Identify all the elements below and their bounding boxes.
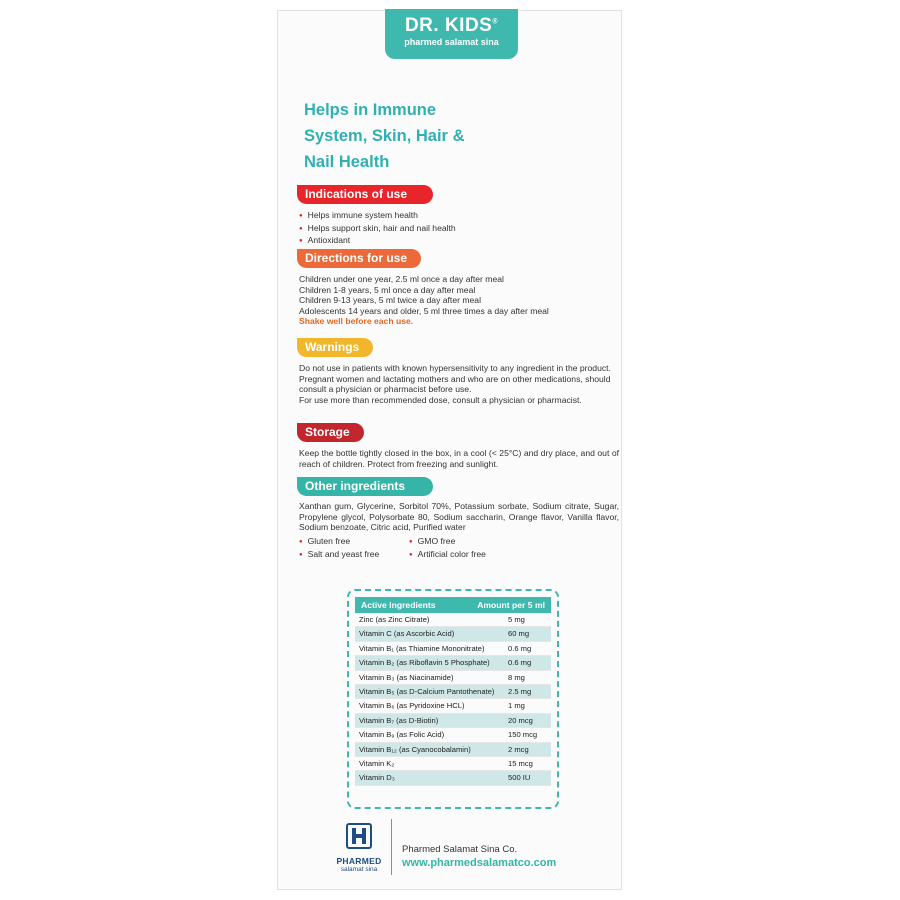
warning-line: Pregnant women and lactating mothers and who are on other medications, should consult a physician or pharmacist before use. xyxy=(299,373,611,395)
product-box-panel xyxy=(277,10,622,890)
storage-text: Keep the bottle tightly closed in the box, in a cool (< 25°C) and dry place, and out of reach of children. Protect from freezing and sunlight. xyxy=(299,448,619,469)
ingredient-amount: 8 mg xyxy=(508,672,525,682)
list-item: ● Helps support skin, hair and nail health xyxy=(299,223,456,236)
header-amount: Amount per 5 ml xyxy=(477,600,545,610)
flag-item: ● Artificial color free xyxy=(409,549,529,562)
ingredient-amount: 1 mg xyxy=(508,701,525,711)
ingredient-amount: 15 mcg xyxy=(508,758,533,768)
table-row xyxy=(355,656,551,670)
ingredient-name: Vitamin K₂ xyxy=(359,758,395,768)
table-header xyxy=(355,597,551,613)
flag-item: ● Salt and yeast free xyxy=(299,549,409,562)
ingredient-name: Vitamin B₅ (as D-Calcium Pantothenate) xyxy=(359,686,495,696)
table-row xyxy=(355,714,551,728)
ingredient-name: Vitamin B₂ (as Riboflavin 5 Phosphate) xyxy=(359,658,490,668)
table-row xyxy=(355,699,551,713)
directions-line: Children under one year, 2.5 ml once a day after meal xyxy=(299,274,504,284)
ingredient-name: Vitamin B₆ (as Pyridoxine HCL) xyxy=(359,701,465,711)
indications-heading: Indications of use xyxy=(297,185,433,204)
directions-line: Children 1-8 years, 5 ml once a day after meal xyxy=(299,284,476,295)
flag-item: ● Gluten free xyxy=(299,536,409,549)
table-row xyxy=(355,728,551,742)
storage-heading: Storage xyxy=(297,423,364,442)
logo-subtitle: pharmed salamat sina xyxy=(404,37,499,47)
other-ingredients-heading: Other ingredients xyxy=(297,477,433,496)
ingredient-amount: 150 mcg xyxy=(508,730,538,740)
header-active-ingredients: Active Ingredients xyxy=(361,600,436,610)
ingredient-name: Vitamin B₉ (as Folic Acid) xyxy=(359,730,445,740)
ingredient-name: Vitamin B₇ (as D-Biotin) xyxy=(359,715,439,725)
table-row xyxy=(355,627,551,641)
headline-line: Nail Health xyxy=(304,153,390,171)
company-name: Pharmed Salamat Sina Co. xyxy=(402,844,518,855)
registered-mark: ® xyxy=(492,18,499,26)
warnings-heading: Warnings xyxy=(297,338,373,357)
table-row xyxy=(355,743,551,757)
pharmed-logo xyxy=(329,823,389,873)
supplement-facts-table xyxy=(347,589,559,809)
ingredient-name: Vitamin B₁₂ (as Cyanocobalamin) xyxy=(359,744,471,754)
directions-line: Adolescents 14 years and older, 5 ml three times a day after meal xyxy=(299,305,549,316)
ingredient-amount: 20 mcg xyxy=(508,715,533,725)
headline-line: System, Skin, Hair & xyxy=(304,127,465,145)
headline-line: Helps in Immune xyxy=(304,101,437,119)
free-from-flags xyxy=(299,536,559,562)
directions-heading: Directions for use xyxy=(297,249,421,268)
flag-item: ● GMO free xyxy=(409,536,529,549)
directions-text xyxy=(299,274,619,327)
ingredient-amount: 500 IU xyxy=(508,773,531,783)
list-item: ● Antioxidant xyxy=(299,235,456,248)
table-row xyxy=(355,685,551,699)
warning-line: For use more than recommended dose, consult a physician or pharmacist. xyxy=(299,394,582,405)
ingredient-name: Vitamin B₁ (as Thiamine Mononitrate) xyxy=(359,643,485,653)
table-row xyxy=(355,642,551,656)
footer-divider xyxy=(391,819,392,875)
headline xyxy=(304,97,504,175)
table-row xyxy=(355,771,551,785)
ingredient-amount: 2.5 mg xyxy=(508,686,532,696)
list-item: ● Helps immune system health xyxy=(299,210,456,223)
indications-list xyxy=(299,210,456,248)
warning-line: Do not use in patients with known hypersensitivity to any ingredient in the product. xyxy=(299,363,611,373)
table-row xyxy=(355,757,551,771)
ingredient-name: Vitamin C (as Ascorbic Acid) xyxy=(359,629,455,639)
pharmed-logo-sub: salamat sina xyxy=(340,866,378,873)
other-ingredients-text: Xanthan gum, Glycerine, Sorbitol 70%, Potassium sorbate, Sodium citrate, Sugar, Propylene glycol, Polysorbate 80, Sodium saccharin, Orange flavor, Vanilla flavor, Sodium benzoate, Citric acid, Purified water xyxy=(299,501,619,533)
warnings-text xyxy=(299,363,619,405)
table-row xyxy=(355,671,551,685)
ingredient-amount: 2 mcg xyxy=(508,744,529,754)
ingredient-name: Zinc (as Zinc Citrate) xyxy=(359,615,430,624)
ingredient-name: Vitamin B₃ (as Niacinamide) xyxy=(359,672,454,682)
ingredient-amount: 0.6 mg xyxy=(508,643,532,653)
pharmed-logo-icon xyxy=(346,823,372,849)
dr-kids-logo xyxy=(385,9,518,59)
logo-brand: DR. KIDS xyxy=(404,15,493,36)
website-link[interactable]: www.pharmedsalamatco.com xyxy=(402,857,557,869)
ingredient-amount: 60 mg xyxy=(508,629,530,639)
ingredient-name: Vitamin D₃ xyxy=(359,773,395,783)
shake-note: Shake well before each use. xyxy=(299,316,414,327)
directions-line: Children 9-13 years, 5 ml twice a day after meal xyxy=(299,295,481,306)
ingredient-amount: 0.6 mg xyxy=(508,658,532,668)
pharmed-logo-name: PHARMED xyxy=(336,856,382,866)
ingredient-amount: 5 mg xyxy=(508,615,525,624)
table-row xyxy=(355,613,551,627)
